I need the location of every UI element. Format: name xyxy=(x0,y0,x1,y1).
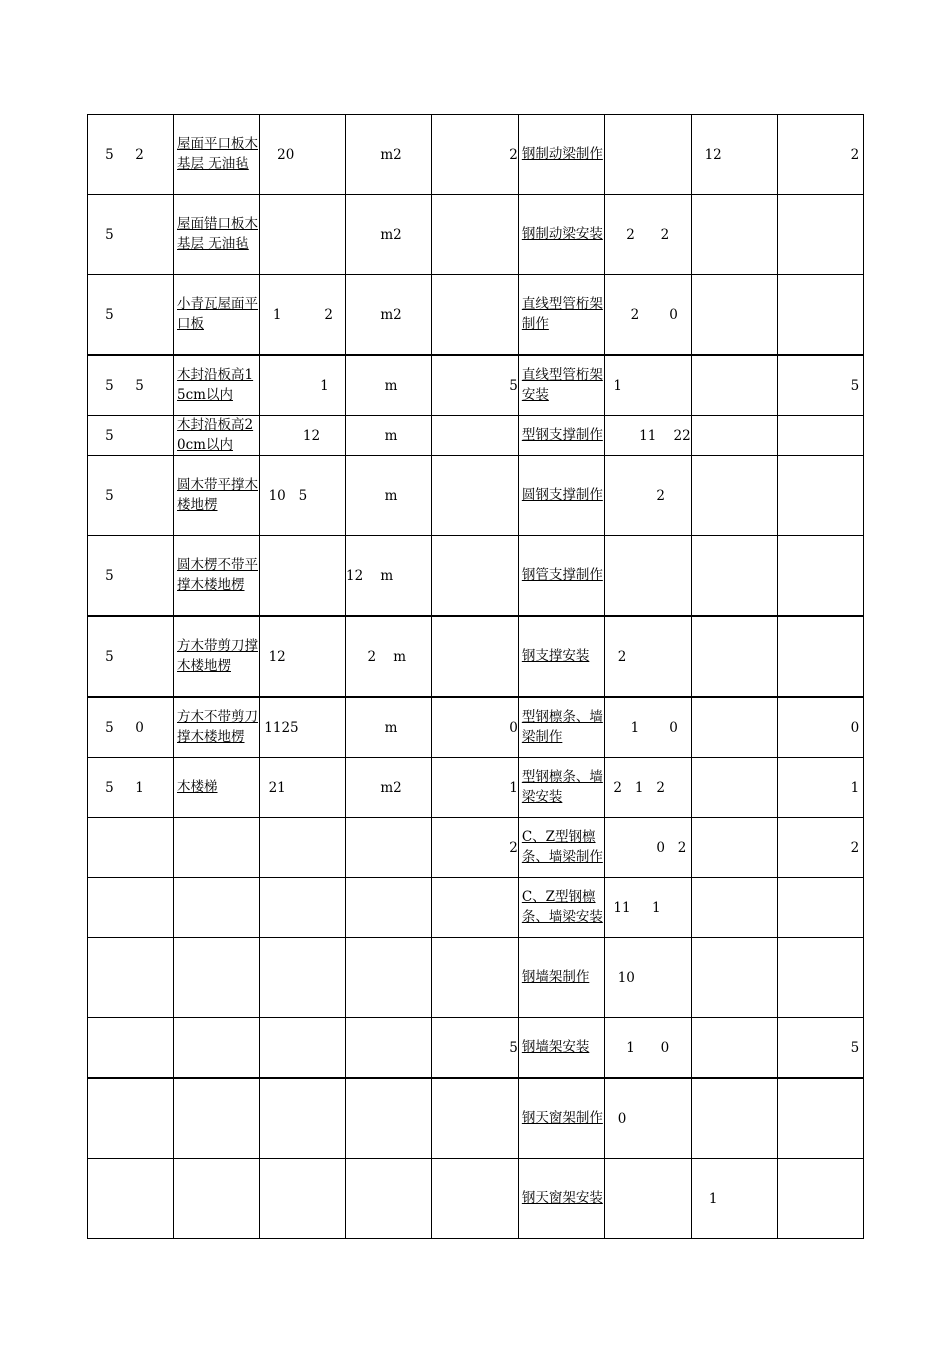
table-cell xyxy=(432,355,519,416)
table-cell xyxy=(604,616,691,697)
table-cell xyxy=(260,1078,346,1159)
table-cell xyxy=(518,536,604,617)
cell-value: 0 xyxy=(432,719,518,736)
table-cell xyxy=(777,697,863,758)
table-cell xyxy=(777,195,863,275)
table-cell xyxy=(518,456,604,536)
table-cell xyxy=(604,697,691,758)
item-name-link[interactable]: 方木带剪刀撑木楼地楞 xyxy=(177,638,258,674)
cell-value: 1 0 xyxy=(604,1039,670,1056)
table-cell xyxy=(174,697,260,758)
table-row xyxy=(88,1018,864,1079)
table-cell xyxy=(691,1159,777,1239)
table-cell xyxy=(174,818,260,878)
table-cell xyxy=(518,416,604,456)
table-cell xyxy=(346,818,432,878)
table-cell xyxy=(346,758,432,818)
cell-value: 2 xyxy=(777,839,860,856)
table-cell xyxy=(88,1159,174,1239)
table-cell xyxy=(518,697,604,758)
table-cell xyxy=(174,616,260,697)
table-cell xyxy=(777,355,863,416)
table-cell xyxy=(260,195,346,275)
table-cell xyxy=(174,1018,260,1079)
cell-value: 5 xyxy=(88,226,114,243)
table-cell xyxy=(88,938,174,1018)
table-cell xyxy=(432,195,519,275)
item-name-link[interactable]: C、Z型钢檩条、墙梁制作 xyxy=(521,829,603,865)
table-cell xyxy=(518,616,604,697)
item-name-link[interactable]: 屋面平口板木基层 无油毡 xyxy=(177,136,258,172)
table-cell xyxy=(777,536,863,617)
cell-value: 0 xyxy=(777,719,860,736)
table-cell xyxy=(174,355,260,416)
item-name-link[interactable]: 钢制动梁安装 xyxy=(521,225,603,242)
item-name-link[interactable]: 木楼梯 xyxy=(177,778,218,795)
table-cell xyxy=(174,115,260,195)
table-cell xyxy=(691,697,777,758)
item-name-link[interactable]: 屋面错口板木基层 无油毡 xyxy=(177,216,258,252)
cell-value: 2 xyxy=(604,487,665,504)
cell-value: m2 xyxy=(346,779,402,796)
table-cell xyxy=(346,878,432,938)
table-cell xyxy=(260,1159,346,1239)
table-cell xyxy=(88,456,174,536)
cell-value: 10 xyxy=(604,969,635,986)
table-cell xyxy=(346,1018,432,1079)
table-cell xyxy=(691,456,777,536)
table-cell xyxy=(174,878,260,938)
item-name-link[interactable]: 小青瓦屋面平口板 xyxy=(177,296,258,332)
cell-value: 20 xyxy=(260,146,295,163)
table-cell xyxy=(346,355,432,416)
item-name-link[interactable]: C、Z型钢檩条、墙梁安装 xyxy=(521,889,603,925)
table-cell xyxy=(604,758,691,818)
table-cell xyxy=(174,938,260,1018)
cell-value: 11 22 xyxy=(604,427,691,444)
table-cell xyxy=(88,878,174,938)
table-row xyxy=(88,536,864,617)
table-cell xyxy=(777,416,863,456)
table-cell xyxy=(260,536,346,617)
table-cell xyxy=(432,616,519,697)
table-cell xyxy=(518,878,604,938)
item-name-link[interactable]: 型钢支撑制作 xyxy=(521,426,603,443)
table-cell xyxy=(260,115,346,195)
table-cell xyxy=(260,938,346,1018)
cell-value: m xyxy=(346,719,398,736)
item-name-link[interactable]: 直线型管桁架制作 xyxy=(521,296,603,332)
cell-value: 5 xyxy=(88,567,114,584)
table-cell xyxy=(777,115,863,195)
table-cell xyxy=(604,878,691,938)
table-cell xyxy=(691,115,777,195)
table-cell xyxy=(346,416,432,456)
table-cell xyxy=(346,616,432,697)
cell-value: 0 xyxy=(604,1110,627,1127)
cell-value: 5 xyxy=(777,377,860,394)
table-cell xyxy=(691,275,777,356)
table-cell xyxy=(88,275,174,356)
table-cell xyxy=(518,1018,604,1079)
table-cell xyxy=(174,416,260,456)
table-cell xyxy=(346,697,432,758)
table-cell xyxy=(260,878,346,938)
cell-value: 2 1 2 xyxy=(604,779,665,796)
table-cell xyxy=(777,456,863,536)
cell-value: 12 xyxy=(691,146,722,163)
table-cell xyxy=(604,818,691,878)
table-cell xyxy=(777,878,863,938)
table-row xyxy=(88,275,864,356)
table-cell xyxy=(518,758,604,818)
table-cell xyxy=(432,758,519,818)
cell-value: 5 5 xyxy=(88,377,144,394)
table-cell xyxy=(346,195,432,275)
cell-value: 1125 xyxy=(260,719,299,736)
table-row xyxy=(88,616,864,697)
table-cell xyxy=(432,697,519,758)
cell-value: 2 0 xyxy=(604,306,678,323)
table-cell xyxy=(432,1018,519,1079)
table-cell xyxy=(777,616,863,697)
item-name-link[interactable]: 钢天窗架安装 xyxy=(521,1189,603,1206)
cell-value: m2 xyxy=(346,146,402,163)
cell-value: 11 1 xyxy=(604,899,661,916)
table-cell xyxy=(604,195,691,275)
item-name-link[interactable]: 钢管支撑制作 xyxy=(521,566,603,583)
table-cell xyxy=(518,115,604,195)
cell-value: 1 0 xyxy=(604,719,678,736)
table-row xyxy=(88,818,864,878)
table-cell xyxy=(432,938,519,1018)
table-cell xyxy=(432,1159,519,1239)
table-row xyxy=(88,1159,864,1239)
item-name-link[interactable]: 圆钢支撑制作 xyxy=(521,486,603,503)
cell-value: 2 m xyxy=(346,648,407,665)
table-cell xyxy=(88,115,174,195)
table-cell xyxy=(691,1078,777,1159)
table-cell xyxy=(432,416,519,456)
item-name-link[interactable]: 方木不带剪刀撑木楼地楞 xyxy=(177,709,258,745)
table-cell xyxy=(432,115,519,195)
item-name-link[interactable]: 圆木楞不带平撑木楼地楞 xyxy=(177,557,258,593)
table-cell xyxy=(691,195,777,275)
table-cell xyxy=(260,697,346,758)
cell-value: 12 xyxy=(260,648,286,665)
cell-value: 5 0 xyxy=(88,719,144,736)
cell-value: 5 xyxy=(432,1039,518,1056)
table-cell xyxy=(174,758,260,818)
table-cell xyxy=(432,1078,519,1159)
table-row xyxy=(88,938,864,1018)
table-row xyxy=(88,878,864,938)
table-cell xyxy=(174,1159,260,1239)
table-cell xyxy=(518,818,604,878)
cell-value: 10 5 xyxy=(260,487,308,504)
table-cell xyxy=(346,1159,432,1239)
table-cell xyxy=(346,1078,432,1159)
table-cell xyxy=(260,616,346,697)
table-cell xyxy=(88,616,174,697)
table-body xyxy=(88,115,864,1239)
table-cell xyxy=(518,938,604,1018)
table-cell xyxy=(88,758,174,818)
cell-value: 5 xyxy=(88,306,114,323)
cell-value: 1 xyxy=(260,377,329,394)
table-cell xyxy=(691,938,777,1018)
table-cell xyxy=(260,758,346,818)
table-cell xyxy=(604,456,691,536)
table-cell xyxy=(432,818,519,878)
cell-value: 5 xyxy=(88,648,114,665)
item-name-link[interactable]: 钢天窗架制作 xyxy=(521,1109,603,1126)
table-cell xyxy=(518,1159,604,1239)
table-cell xyxy=(260,355,346,416)
cell-value: 2 xyxy=(604,648,627,665)
item-name-link[interactable]: 钢制动梁制作 xyxy=(521,145,603,162)
cell-value: 1 2 xyxy=(260,306,333,323)
data-table xyxy=(87,114,864,1239)
table-cell xyxy=(432,456,519,536)
table-cell xyxy=(691,818,777,878)
table-cell xyxy=(260,818,346,878)
cell-value: m2 xyxy=(346,226,402,243)
cell-value: m2 xyxy=(346,306,402,323)
table-row xyxy=(88,1078,864,1159)
table-cell xyxy=(88,697,174,758)
table-cell xyxy=(604,1078,691,1159)
table-cell xyxy=(432,878,519,938)
cell-value: 21 xyxy=(260,779,286,796)
table-cell xyxy=(432,275,519,356)
table-cell xyxy=(604,536,691,617)
table-cell xyxy=(88,536,174,617)
item-name-link[interactable]: 木封沿板高15cm以内 xyxy=(177,367,254,403)
cell-value: 5 xyxy=(88,487,114,504)
item-name-link[interactable]: 木封沿板高20cm以内 xyxy=(177,417,254,453)
table-cell xyxy=(88,416,174,456)
cell-value: 2 2 xyxy=(604,226,670,243)
table-cell xyxy=(346,536,432,617)
table-cell xyxy=(777,1159,863,1239)
item-name-link[interactable]: 钢支撑安装 xyxy=(521,647,590,664)
cell-value: m xyxy=(346,487,398,504)
cell-value: 12 m xyxy=(346,567,394,584)
table-cell xyxy=(604,416,691,456)
table-cell xyxy=(88,355,174,416)
cell-value: 1 xyxy=(604,377,623,394)
table-cell xyxy=(346,115,432,195)
table-row xyxy=(88,355,864,416)
table-cell xyxy=(260,1018,346,1079)
cell-value: 12 xyxy=(260,427,321,444)
table-cell xyxy=(88,195,174,275)
cell-value: 5 2 xyxy=(88,146,144,163)
table-cell xyxy=(604,115,691,195)
table-cell xyxy=(604,275,691,356)
table-cell xyxy=(174,275,260,356)
cell-value: 1 xyxy=(432,779,518,796)
table-cell xyxy=(518,1078,604,1159)
cell-value: m xyxy=(346,377,398,394)
cell-value: 5 xyxy=(777,1039,860,1056)
table-cell xyxy=(174,536,260,617)
table-cell xyxy=(518,355,604,416)
item-name-link[interactable]: 型钢檩条、墙梁安装 xyxy=(521,769,603,805)
table-cell xyxy=(88,818,174,878)
table-cell xyxy=(777,275,863,356)
cell-value: 2 xyxy=(432,146,518,163)
table-cell xyxy=(691,416,777,456)
table-cell xyxy=(260,275,346,356)
table-row xyxy=(88,758,864,818)
cell-value: 1 xyxy=(777,779,860,796)
cell-value: 0 2 xyxy=(604,839,687,856)
cell-value: m xyxy=(346,427,398,444)
table-cell xyxy=(777,758,863,818)
table-row xyxy=(88,195,864,275)
table-cell xyxy=(174,195,260,275)
table-cell xyxy=(88,1018,174,1079)
cell-value: 5 xyxy=(432,377,518,394)
table-cell xyxy=(518,195,604,275)
table-cell xyxy=(260,416,346,456)
table-cell xyxy=(174,1078,260,1159)
table-cell xyxy=(777,938,863,1018)
table-cell xyxy=(691,878,777,938)
cell-value: 5 xyxy=(88,427,114,444)
table-cell xyxy=(777,1078,863,1159)
table-cell xyxy=(346,275,432,356)
table-cell xyxy=(777,1018,863,1079)
table-cell xyxy=(691,355,777,416)
table-cell xyxy=(518,275,604,356)
table-cell xyxy=(777,818,863,878)
table-cell xyxy=(260,456,346,536)
item-name-link[interactable]: 钢墙架制作 xyxy=(521,968,590,985)
cell-value: 2 xyxy=(432,839,518,856)
table-row xyxy=(88,416,864,456)
table-cell xyxy=(88,1078,174,1159)
table-cell xyxy=(604,938,691,1018)
table-cell xyxy=(346,938,432,1018)
table-cell xyxy=(346,456,432,536)
item-name-link[interactable]: 圆木带平撑木楼地楞 xyxy=(177,477,258,513)
table-cell xyxy=(691,536,777,617)
cell-value: 5 1 xyxy=(88,779,144,796)
item-name-link[interactable]: 直线型管桁架安装 xyxy=(521,367,603,403)
item-name-link[interactable]: 型钢檩条、墙梁制作 xyxy=(521,709,603,745)
table-row xyxy=(88,456,864,536)
table-cell xyxy=(691,616,777,697)
table-cell xyxy=(691,1018,777,1079)
table-cell xyxy=(174,456,260,536)
table-row xyxy=(88,115,864,195)
table-cell xyxy=(432,536,519,617)
item-name-link[interactable]: 钢墙架安装 xyxy=(521,1038,590,1055)
table-cell xyxy=(604,1018,691,1079)
table-row xyxy=(88,697,864,758)
table-cell xyxy=(604,1159,691,1239)
cell-value: 2 xyxy=(777,146,860,163)
cell-value: 1 xyxy=(691,1190,718,1207)
table-cell xyxy=(691,758,777,818)
table-cell xyxy=(604,355,691,416)
